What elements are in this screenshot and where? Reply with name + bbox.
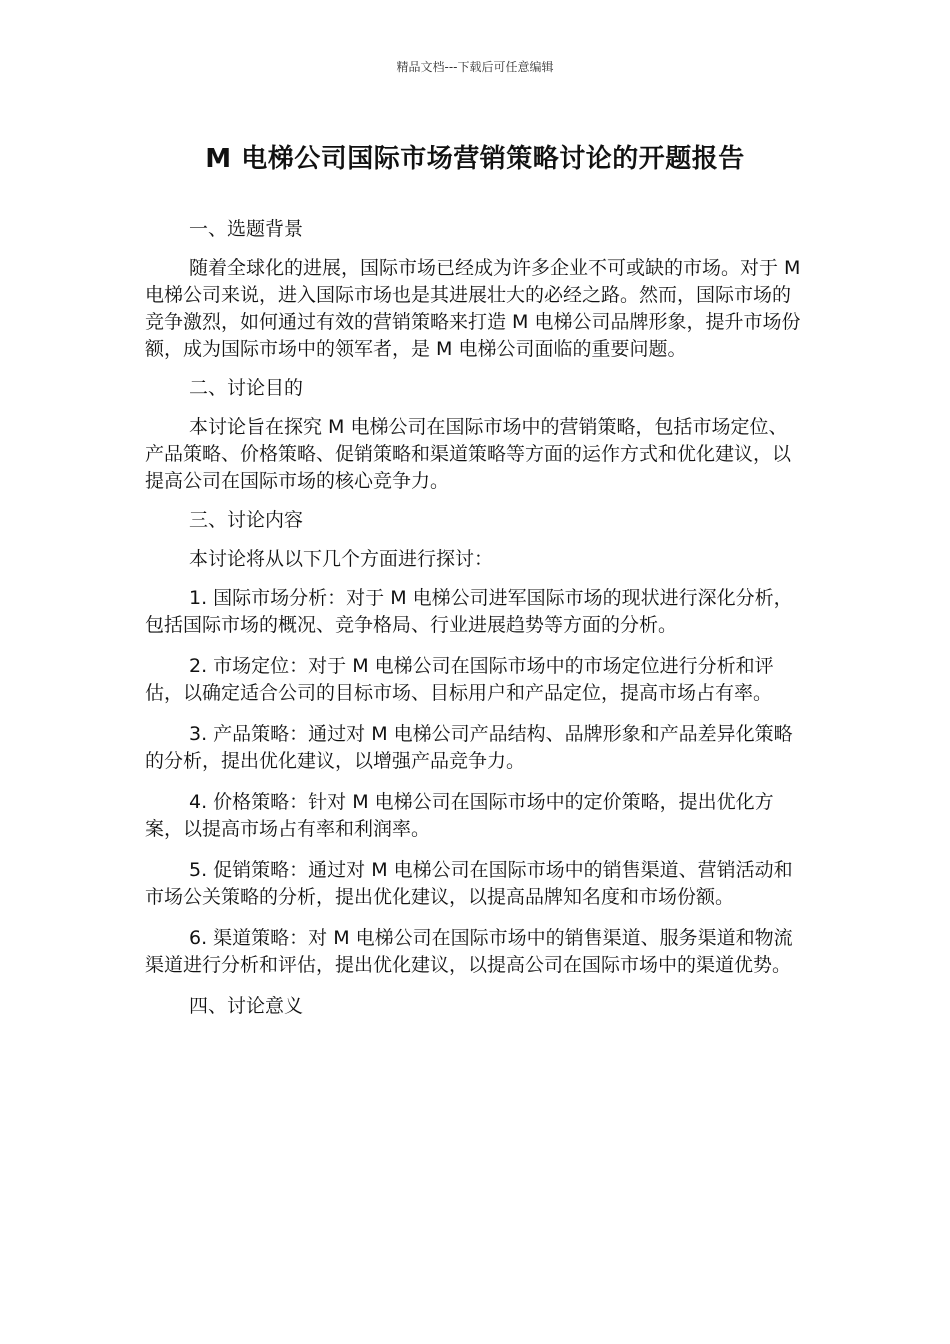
content-item: 3. 产品策略：通过对 M 电梯公司产品结构、品牌形象和产品差异化策略的分析，提出优化建议，以增强产品竞争力。 bbox=[145, 723, 793, 772]
page-header: 精品文档---下载后可任意编辑 bbox=[396, 60, 554, 74]
content-item: 4. 价格策略：针对 M 电梯公司在国际市场中的定价策略，提出优化方案，以提高市场占有率和利润率。 bbox=[145, 791, 774, 840]
document-body bbox=[145, 216, 805, 1032]
content-item: 2. 市场定位：对于 M 电梯公司在国际市场中的市场定位进行分析和评估，以确定适合公司的目标市场、目标用户和产品定位，提高市场占有率。 bbox=[145, 655, 774, 704]
section-heading-background: 一、选题背景 bbox=[189, 218, 304, 240]
content-item: 6. 渠道策略：对 M 电梯公司在国际市场中的销售渠道、服务渠道和物流渠道进行分析和评估，提出优化建议，以提高公司在国际市场中的渠道优势。 bbox=[145, 927, 793, 976]
section-paragraph-content: 本讨论将从以下几个方面进行探讨： bbox=[189, 548, 494, 570]
content-item: 5. 促销策略：通过对 M 电梯公司在国际市场中的销售渠道、营销活动和市场公关策略的分析，提出优化建议，以提高品牌知名度和市场份额。 bbox=[145, 859, 793, 908]
section-heading-content: 三、讨论内容 bbox=[189, 509, 304, 531]
section-paragraph-background: 随着全球化的进展，国际市场已经成为许多企业不可或缺的市场。对于 M 电梯公司来说，进入国际市场也是其进展壮大的必经之路。然而，国际市场的竞争激烈，如何通过有效的营销策略来打造 M 电梯公司品牌形象，提升市场份额，成为国际市场中的领军者，是 M 电梯公司面临的重要问题。 bbox=[145, 257, 801, 360]
section-heading-significance: 四、讨论意义 bbox=[189, 995, 304, 1017]
document-title: M 电梯公司国际市场营销策略讨论的开题报告 bbox=[205, 144, 745, 174]
section-paragraph-purpose: 本讨论旨在探究 M 电梯公司在国际市场中的营销策略，包括市场定位、产品策略、价格策略、促销策略和渠道策略等方面的运作方式和优化建议，以提高公司在国际市场的核心竞争力。 bbox=[145, 416, 792, 492]
content-item: 1. 国际市场分析：对于 M 电梯公司进军国际市场的现状进行深化分析，包括国际市场的概况、竞争格局、行业进展趋势等方面的分析。 bbox=[145, 587, 793, 636]
section-heading-purpose: 二、讨论目的 bbox=[189, 377, 304, 399]
